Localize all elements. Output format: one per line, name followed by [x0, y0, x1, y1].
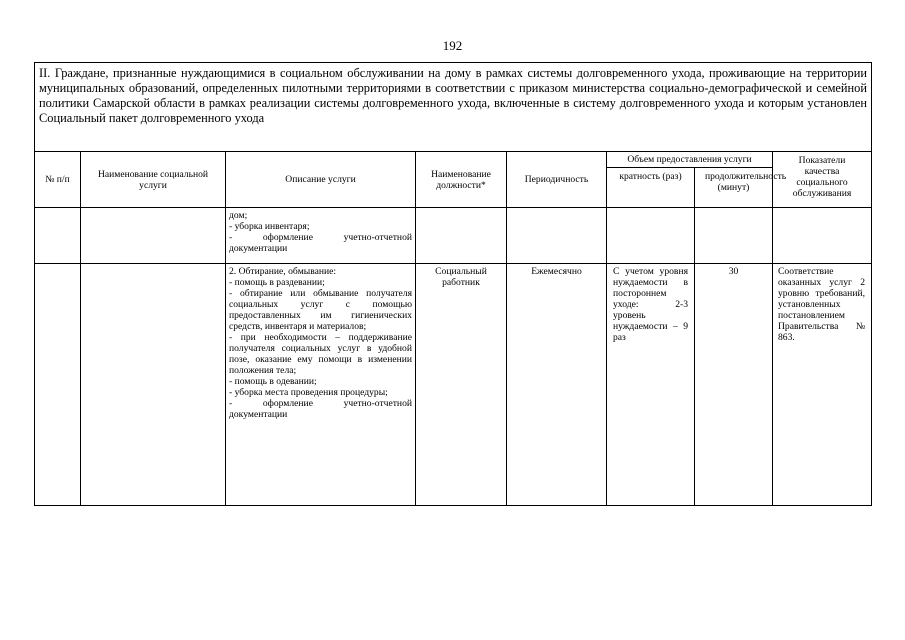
header-periodicity: Периодичность	[507, 152, 607, 208]
header-service-name: Наименование социальной услуги	[81, 152, 226, 208]
header-quality: Показатели качества социального обслуживания	[773, 152, 872, 208]
row-1-description	[226, 208, 416, 264]
row-2-periodicity: Ежемесячно	[507, 264, 607, 506]
header-duration: продолжительность (минут)	[695, 168, 773, 208]
description-line: - помощь в одевании;	[229, 376, 317, 387]
description-line: - при необходимости – поддерживание получателя социальных услуг в удобной позе, оказание ему помощи в изменении положения тела;	[229, 332, 412, 376]
row-2-service-name	[81, 264, 226, 506]
row-2-position: Социальный работник	[416, 264, 507, 506]
header-volume: Объем предоставления услуги	[607, 152, 773, 168]
header-multiplicity: кратность (раз)	[607, 168, 695, 208]
row-1-num	[35, 208, 81, 264]
row-2-multiplicity: С учетом уровня нуждаемости в постороннем уходе: 2-3 уровень нуждаемости – 9 раз	[607, 264, 695, 506]
description-line: - уборка места проведения процедуры;	[229, 387, 388, 398]
services-table	[34, 62, 872, 506]
table-row	[35, 264, 872, 506]
header-description: Описание услуги	[226, 152, 416, 208]
row-1-quality	[773, 208, 872, 264]
header-num: № п/п	[35, 152, 81, 208]
header-row-1	[35, 152, 872, 168]
description-line: дом;	[229, 210, 248, 221]
row-1-periodicity	[507, 208, 607, 264]
description-line: - помощь в раздевании;	[229, 277, 325, 288]
header-position: Наименование должности*	[416, 152, 507, 208]
row-1-position	[416, 208, 507, 264]
row-2-description	[226, 264, 416, 506]
description-line: - оформление учетно-отчетной документации	[229, 398, 412, 420]
row-2-quality: Соответствие оказанных услуг 2 уровню требований, установленных постановлением Правительства № 863.	[773, 264, 872, 506]
row-2-num	[35, 264, 81, 506]
row-1-service-name	[81, 208, 226, 264]
page-number: 192	[442, 38, 463, 53]
section-title-row	[35, 63, 872, 152]
row-1-multiplicity	[607, 208, 695, 264]
description-line: - уборка инвентаря;	[229, 221, 310, 232]
table-row	[35, 208, 872, 264]
description-line: - оформление учетно-отчетной документации	[229, 232, 412, 254]
section-title: II. Граждане, признанные нуждающимися в социальном обслуживании на дому в рамках системы долговременного ухода, проживающие на территории муниципальных образований, определенных пилотными территориями в соответствии с приказом министерства социально-демографической и семейной политики Самарской области в рамках реализации системы долговременного ухода, включенные в систему долговременного ухода и которым установлен Социальный пакет долговременного ухода	[35, 63, 872, 152]
description-line: - обтирание или обмывание получателя социальных услуг с помощью предоставленных им гигиенических средств, инвентаря и материалов;	[229, 288, 412, 332]
row-1-duration	[695, 208, 773, 264]
row-2-duration: 30	[695, 264, 773, 506]
description-line: 2. Обтирание, обмывание:	[229, 266, 337, 277]
